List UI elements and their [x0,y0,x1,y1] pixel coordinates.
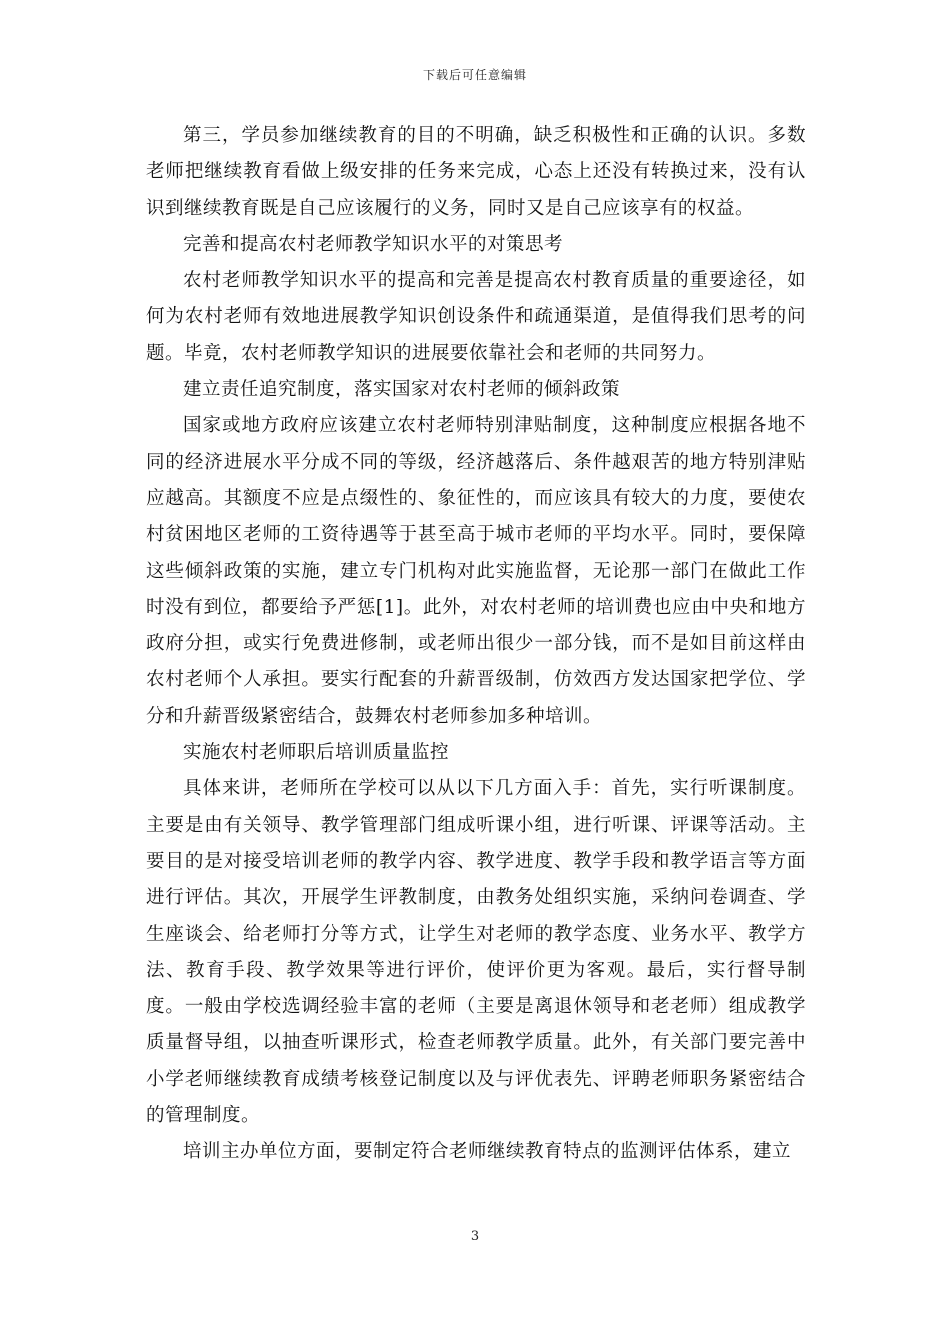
paragraph-strategies-intro: 农村老师教学知识水平的提高和完善是提高农村教育质量的重要途径，如何为农村老师有效地进展教学知识创设条件和疏通渠道，是值得我们思考的问题。毕竟，农村老师教学知识的进展要依靠社会和老师的共同努力。 [146,270,806,364]
section-heading-strategies: 完善和提高农村老师教学知识水平的对策思考 [183,233,564,255]
paragraph-third-point: 第三，学员参加继续教育的目的不明确，缺乏积极性和正确的认识。多数老师把继续教育看做上级安排的任务来完成，心态上还没有转换过来，没有认识到继续教育既是自己应该履行的义务，同时又是自己应该享有的权益。 [146,125,806,219]
document-body [146,118,806,1171]
section-heading-quality-monitoring: 实施农村老师职后培训质量监控 [183,742,450,764]
paragraph-training-organizers: 培训主办单位方面，要制定符合老师继续教育特点的监测评估体系，建立 [183,1141,792,1163]
paragraph-accountability: 国家或地方政府应该建立农村老师特别津贴制度，这种制度应根据各地不同的经济进展水平分成不同的等级，经济越落后、条件越艰苦的地方特别津贴应越高。其额度不应是点缀性的、象征性的，而应该具有较大的力度，要使农村贫困地区老师的工资待遇等于甚至高于城市老师的平均水平。同时，要保障这些倾斜政策的实施，建立专门机构对此实施监督，无论那一部门在做此工作时没有到位，都要给予严惩[1]。此外，对农村老师的培训费也应由中央和地方政府分担，或实行免费进修制，或老师出很少一部分钱，而不是如目前这样由农村老师个人承担。要实行配套的升薪晋级制，仿效西方发达国家把学位、学分和升薪晋级紧密结合，鼓舞农村老师参加多种培训。 [146,415,806,727]
page-number: 3 [470,1229,480,1244]
section-heading-accountability: 建立责任追究制度，落实国家对农村老师的倾斜政策 [183,379,621,401]
page-header: 下载后可任意编辑 [422,68,527,82]
paragraph-quality-monitoring: 具体来讲，老师所在学校可以从以下几方面入手：首先，实行听课制度。主要是由有关领导、教学管理部门组成听课小组，进行听课、评课等活动。主要目的是对接受培训老师的教学内容、教学进度、教学手段和教学语言等方面进行评估。其次，开展学生评教制度，由教务处组织实施，采纳问卷调查、学生座谈会、给老师打分等方式，让学生对老师的教学态度、业务水平、教学方法、教育手段、教学效果等进行评价，使评价更为客观。最后，实行督导制度。一般由学校选调经验丰富的老师（主要是离退休领导和老老师）组成教学质量督导组，以抽查听课形式，检查老师教学质量。此外，有关部门要完善中小学老师继续教育成绩考核登记制度以及与评优表先、评聘老师职务紧密结合的管理制度。 [146,778,806,1127]
